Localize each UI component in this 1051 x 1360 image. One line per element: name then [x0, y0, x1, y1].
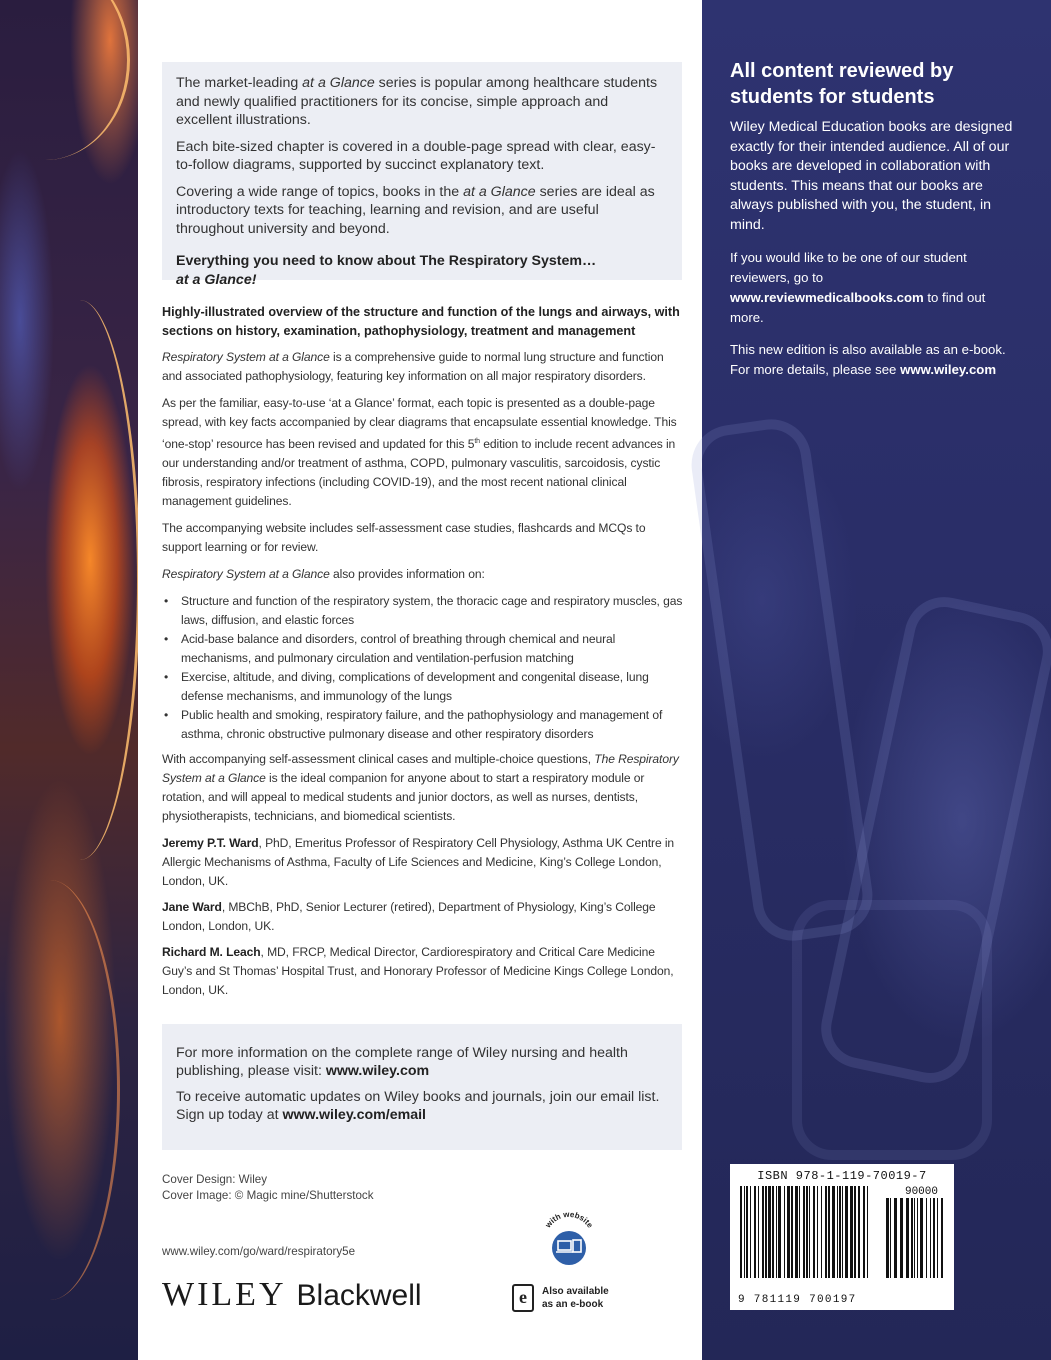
decorative-shape	[792, 900, 992, 1160]
barcode-bar	[914, 1198, 915, 1278]
description-paragraph: The accompanying website includes self-assessment case studies, flashcards and MCQs to support learning or for review.	[162, 521, 646, 555]
author-bio: Richard M. Leach, MD, FRCP, Medical Director, Cardiorespiratory and Critical Care Medicine Guy’s and St Thomas’ Hospital Trust, and Honorary Professor of Medicine Kings College London, London, UK.	[162, 945, 674, 998]
barcode-bar	[937, 1198, 938, 1278]
barcode-bar	[900, 1198, 903, 1278]
barcode-bar	[744, 1186, 745, 1278]
barcode-bar	[858, 1186, 860, 1278]
barcode-bar	[765, 1186, 767, 1278]
barcode-bar	[930, 1198, 931, 1278]
barcode-bar	[842, 1186, 843, 1278]
barcode-bar	[806, 1186, 808, 1278]
barcode-bar	[746, 1186, 748, 1278]
barcode-bar	[832, 1186, 835, 1278]
series-tagline: Everything you need to know about The Respiratory System… at a Glance!	[176, 253, 597, 288]
author-bio: Jane Ward, MBChB, PhD, Senior Lecturer (retired), Department of Physiology, King’s College London, London, UK.	[162, 900, 656, 934]
topics-list	[162, 592, 686, 744]
back-cover-text-panel	[138, 0, 702, 1360]
description-lead: Highly-illustrated overview of the structure and function of the lungs and airways, with sections on history, examination, pathophysiology, treatment and management	[162, 305, 680, 338]
barcode-bar	[750, 1186, 751, 1278]
with-website-badge	[538, 1210, 600, 1266]
barcode-bar	[894, 1198, 897, 1278]
intro-paragraph: Each bite-sized chapter is covered in a double-page spread with clear, easy-to-follow diagrams, supported by succinct explanatory text.	[176, 138, 656, 173]
list-item: • Public health and smoking, respiratory failure, and the pathophysiology and management of asthma, chronic obstructive pulmonary disease and other respiratory disorders	[162, 706, 686, 744]
barcode-bar	[787, 1186, 790, 1278]
ebook-text: Also available as an e-book	[542, 1286, 609, 1310]
description-paragraph: With accompanying self-assessment clinical cases and multiple-choice questions, The Respiratory System at a Glance is the ideal companion for anyone about to start a respiratory module or rotation, and will appeal to medical students and junior doctors, as well as nurses, dentists, physiotherapists, technicians, and biomedical scientists.	[162, 752, 679, 824]
barcode-bar	[799, 1186, 800, 1278]
reviewer-link[interactable]: www.reviewmedicalbooks.com	[730, 290, 924, 305]
barcode-bar	[825, 1186, 827, 1278]
barcode-bar	[886, 1198, 889, 1278]
author-bio: Jeremy P.T. Ward, PhD, Emeritus Professor of Respiratory Cell Physiology, Asthma UK Centre in Allergic Mechanisms of Asthma, Faculty of Life Sciences and Medicine, King’s College London, London, UK.	[162, 836, 675, 889]
barcode-digits: 9 781119 700197	[738, 1294, 857, 1306]
barcode-bar	[758, 1186, 759, 1278]
barcode-bar	[926, 1198, 927, 1278]
intro-paragraph: Covering a wide range of topics, books in the at a Glance series are ideal as introductory texts for teaching, learning and revision, and are useful throughout university and beyond.	[176, 183, 655, 237]
barcode-bar	[813, 1186, 815, 1278]
barcode-icon	[738, 1186, 946, 1278]
more-info-box	[162, 1024, 682, 1150]
barcode-bar	[740, 1186, 742, 1278]
wiley-blackwell-logo	[162, 1276, 422, 1314]
list-item: • Exercise, altitude, and diving, complications of development and congenital disease, lung defense mechanisms, and immunology of the lungs	[162, 668, 686, 706]
barcode-bar	[817, 1186, 818, 1278]
isbn-barcode	[730, 1164, 954, 1310]
barcode-bar	[890, 1198, 891, 1278]
barcode-bar	[845, 1186, 848, 1278]
barcode-bar	[791, 1186, 793, 1278]
ebook-icon: e	[512, 1284, 534, 1312]
more-info-paragraph: For more information on the complete range of Wiley nursing and health publishing, please visit: www.wiley.com	[176, 1045, 628, 1079]
glow-streak	[0, 0, 130, 160]
barcode-bar	[828, 1186, 830, 1278]
barcode-bar	[911, 1198, 913, 1278]
website-badge-icon	[538, 1210, 600, 1266]
barcode-bar	[837, 1186, 838, 1278]
barcode-bar	[863, 1186, 865, 1278]
barcode-bar	[917, 1198, 918, 1278]
barcode-bar	[941, 1198, 943, 1278]
wiley-link[interactable]: www.wiley.com	[325, 1063, 430, 1079]
barcode-bar	[839, 1186, 841, 1278]
sidebar-heading: All content reviewed by students for students	[730, 60, 954, 108]
companion-site-url[interactable]: www.wiley.com/go/ward/respiratory5e	[162, 1245, 356, 1258]
glow-streak	[0, 880, 120, 1300]
student-review-sidebar	[702, 0, 1051, 1360]
list-item: • Acid-base balance and disorders, control of breathing through chemical and neural mechanisms, and pulmonary circulation and ventilation-perfusion matching	[162, 630, 686, 668]
series-intro-box	[162, 62, 682, 288]
book-description	[162, 303, 686, 1007]
barcode-bar	[933, 1198, 935, 1278]
barcode-bar	[772, 1186, 774, 1278]
sidebar-content	[730, 58, 1020, 392]
barcode-bar	[754, 1186, 756, 1278]
barcode-bar	[778, 1186, 781, 1278]
barcode-bar	[854, 1186, 856, 1278]
barcode-bar	[768, 1186, 771, 1278]
wiley-link[interactable]: www.wiley.com	[900, 362, 997, 377]
logo-wiley: WILEY	[162, 1276, 287, 1313]
barcode-bar	[920, 1198, 923, 1278]
barcode-bar	[850, 1186, 853, 1278]
barcode-bar	[762, 1186, 764, 1278]
intro-paragraph: The market-leading at a Glance series is popular among healthcare students and newly qualified practitioners for its concise, simple approach and excellent illustrations.	[176, 75, 658, 128]
sidebar-paragraph: This new edition is also available as an e-book. For more details, please see www.wiley.com	[730, 342, 1006, 377]
svg-text:with website: with website	[543, 1210, 595, 1230]
barcode-bar	[795, 1186, 798, 1278]
cover-design-credit: Cover Design: Wiley	[162, 1173, 268, 1186]
price-code: 90000	[904, 1186, 938, 1198]
email-signup-link[interactable]: www.wiley.com/email	[282, 1107, 426, 1123]
glow-streak	[20, 300, 140, 860]
description-paragraph: Respiratory System at a Glance also provides information on:	[162, 567, 485, 582]
left-cover-art	[0, 0, 138, 1360]
barcode-bar	[803, 1186, 805, 1278]
more-info-paragraph: To receive automatic updates on Wiley books and journals, join our email list. Sign up today at www.wiley.com/email	[176, 1089, 660, 1123]
barcode-bar	[906, 1198, 909, 1278]
decorative-shape	[686, 414, 877, 946]
isbn-label: ISBN 978-1-119-70019-7	[757, 1169, 927, 1183]
logo-blackwell: Blackwell	[296, 1279, 422, 1312]
description-paragraph: Respiratory System at a Glance is a comprehensive guide to normal lung structure and function and associated pathophysiology, featuring key information on all major respiratory disorders.	[162, 350, 664, 383]
barcode-bar	[809, 1186, 810, 1278]
description-paragraph: As per the familiar, easy-to-use ‘at a Glance’ format, each topic is presented as a double-page spread, with key facts accompanied by clear diagrams that encapsulate essential knowledge. This ‘one-stop’ resource has been revised and updated for this 5th edition to include recent advances in our understanding and/or treatment of asthma, COPD, pulmonary vasculitis, sarcoidosis, cystic fibrosis, respiratory infections (including COVID-19), and the most recent national clinical management guidelines.	[162, 396, 677, 509]
sidebar-paragraph: If you would like to be one of our student reviewers, go to www.reviewmedicalbooks.com to find out more.	[730, 250, 986, 325]
cover-credits	[162, 1172, 374, 1204]
barcode-bar	[776, 1186, 777, 1278]
cover-image-credit: Cover Image: © Magic mine/Shutterstock	[162, 1189, 374, 1202]
barcode-bar	[821, 1186, 822, 1278]
barcode-bar	[784, 1186, 785, 1278]
barcode-bar	[867, 1186, 868, 1278]
ebook-availability	[512, 1284, 609, 1312]
sidebar-paragraph: Wiley Medical Education books are designed exactly for their intended audience. All of our books are developed in collaboration with students. This means that our books are always published with you, the student, in mind.	[730, 119, 1013, 233]
list-item: • Structure and function of the respiratory system, the thoracic cage and respiratory muscles, gas laws, diffusion, and elastic forces	[162, 592, 686, 630]
